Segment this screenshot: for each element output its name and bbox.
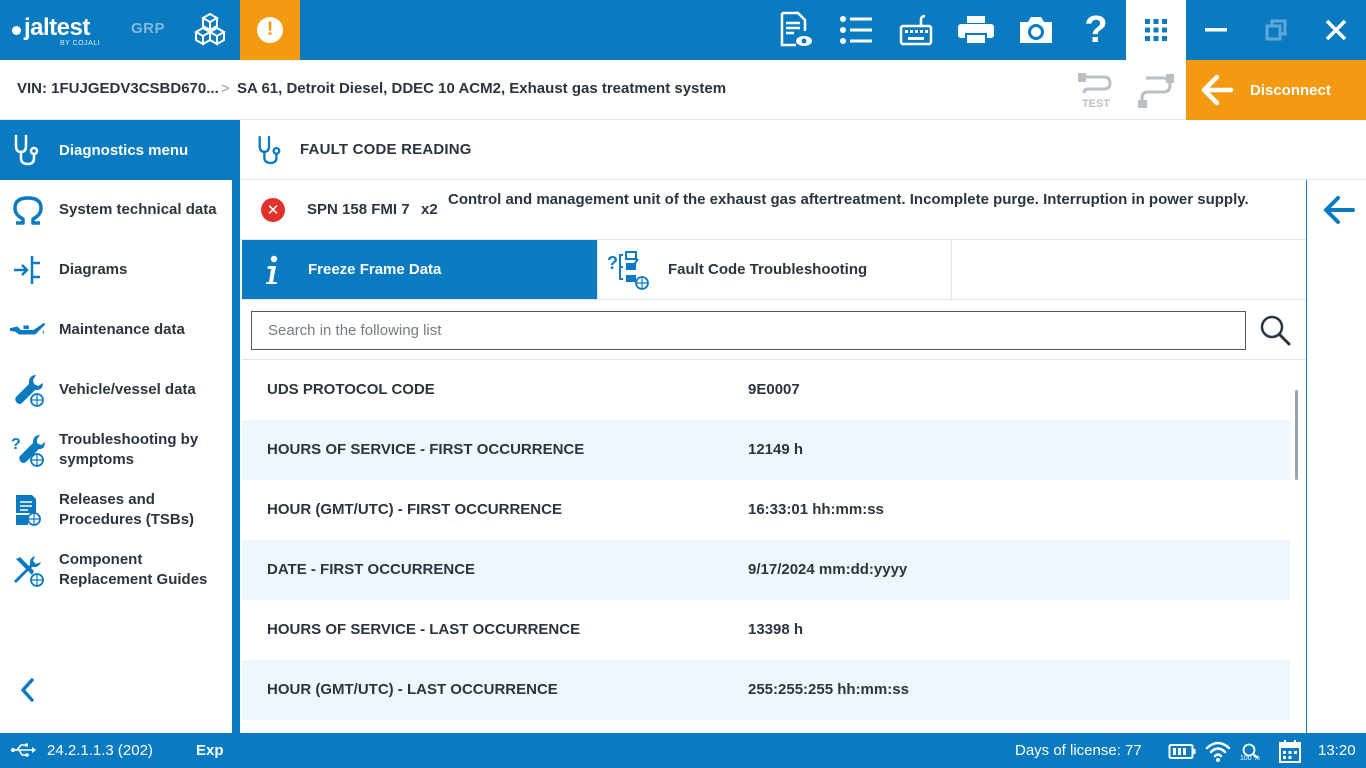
status-bar	[0, 733, 1366, 768]
tab-label: Freeze Frame Data	[308, 261, 442, 278]
sidebar-item-vehicle-vessel-data[interactable]	[0, 360, 232, 420]
test-label: TEST	[1081, 98, 1111, 110]
troubleshooting-tree-icon	[606, 249, 654, 291]
row-value: 9E0007	[748, 381, 800, 398]
breadcrumb-separator: >	[221, 80, 230, 97]
back-arrow-icon[interactable]	[1321, 194, 1355, 226]
zoom-label: 100 %	[1240, 755, 1260, 762]
help-icon[interactable]: ?	[1084, 8, 1108, 51]
sidebar-item-label: Troubleshooting by symptoms	[59, 431, 199, 468]
document-globe-icon	[10, 493, 46, 527]
row-key: HOURS OF SERVICE - LAST OCCURRENCE	[267, 621, 581, 638]
row-key: HOUR (GMT/UTC) - LAST OCCURRENCE	[267, 681, 558, 698]
warning-icon: !	[257, 17, 283, 43]
table-row[interactable]	[242, 480, 1290, 540]
table-row[interactable]	[242, 360, 1290, 420]
svg-text:?: ?	[607, 252, 618, 273]
search-input[interactable]	[251, 311, 1246, 350]
list-icon[interactable]	[836, 10, 876, 50]
jaltest-logo	[12, 10, 101, 50]
logo-dot	[12, 26, 21, 35]
battery-icon	[1168, 738, 1196, 764]
sidebar-item-label: Vehicle/vessel data	[59, 381, 196, 398]
disconnect-button[interactable]	[1186, 60, 1366, 120]
sidebar-item-releases-and-procedures[interactable]	[0, 480, 232, 540]
row-value: 16:33:01 hh:mm:ss	[748, 501, 884, 518]
fault-count: x2	[421, 201, 438, 218]
sidebar-item-label: Maintenance data	[59, 321, 185, 338]
top-toolbar	[0, 0, 1366, 60]
row-key: DATE - FIRST OCCURRENCE	[267, 561, 476, 578]
table-row[interactable]	[242, 660, 1290, 720]
license-days: Days of license: 77	[1015, 742, 1142, 759]
restore-button[interactable]	[1246, 0, 1306, 60]
search-icon[interactable]	[1258, 313, 1292, 347]
row-value: 9/17/2024 mm:dd:yyyy	[748, 561, 908, 578]
mode-label: Exp	[196, 742, 224, 759]
sidebar-item-maintenance-data[interactable]	[0, 300, 232, 360]
usb-icon	[10, 741, 36, 759]
table-row[interactable]	[242, 420, 1290, 480]
omega-icon	[10, 193, 46, 227]
section-header	[240, 120, 1366, 180]
tab-freeze-frame-data[interactable]	[242, 240, 597, 299]
list-scrollbar[interactable]	[1295, 390, 1298, 480]
logo-subtitle: BY COJALI	[60, 40, 101, 47]
clock: 13:20	[1318, 742, 1356, 759]
sidebar-item-label: Component Replacement Guides	[59, 551, 208, 588]
row-value: 12149 h	[748, 441, 804, 458]
vin-label[interactable]: VIN: 1FUJGEDV3CSBD670...	[17, 80, 219, 97]
diagram-icon	[10, 253, 46, 287]
sidebar-item-label: System technical data	[59, 201, 217, 218]
troubleshooting-icon	[10, 433, 46, 467]
minimize-button[interactable]	[1186, 0, 1246, 60]
cubes-icon[interactable]	[190, 11, 230, 51]
report-view-icon[interactable]	[776, 10, 816, 50]
right-rail	[1306, 180, 1366, 733]
row-value: 13398 h	[748, 621, 804, 638]
fault-code: SPN 158 FMI 7	[307, 201, 410, 218]
sidebar-header-label: Diagnostics menu	[59, 141, 189, 159]
sidebar-item-system-technical-data[interactable]	[0, 180, 232, 240]
chevron-left-icon[interactable]	[14, 675, 42, 705]
tab-label: Fault Code Troubleshooting	[668, 261, 868, 278]
breadcrumb-path[interactable]: SA 61, Detroit Diesel, DDEC 10 ACM2, Exhaust gas treatment system	[237, 80, 727, 97]
sidebar-item-troubleshooting-by-symptoms[interactable]	[0, 420, 232, 480]
keyboard-icon[interactable]	[896, 10, 936, 50]
fault-description: Control and management unit of the exhaust gas aftertreatment. Incomplete purge. Interruption in power supply.	[448, 191, 1249, 208]
minimize-icon	[1205, 28, 1227, 32]
oil-can-icon	[10, 313, 46, 347]
table-row[interactable]	[242, 600, 1290, 660]
row-key: HOURS OF SERVICE - FIRST OCCURRENCE	[267, 441, 585, 458]
sidebar-item-component-replacement-guides[interactable]	[0, 540, 232, 600]
close-icon	[1325, 19, 1347, 41]
wrench-globe-icon	[10, 373, 46, 407]
diagnostics-sidebar	[0, 120, 232, 733]
row-value: 255:255:255 hh:mm:ss	[748, 681, 909, 698]
sidebar-item-label: Diagrams	[59, 261, 128, 278]
arrow-left-icon	[1200, 73, 1234, 107]
freeze-frame-list	[242, 360, 1306, 733]
apps-grid-icon	[1145, 19, 1167, 41]
row-key: HOUR (GMT/UTC) - FIRST OCCURRENCE	[267, 501, 562, 518]
sidebar-item-diagrams[interactable]	[0, 240, 232, 300]
sidebar-item-label: Releases and Procedures (TSBs)	[59, 491, 195, 528]
table-row[interactable]	[242, 540, 1290, 600]
tab-fault-code-troubleshooting[interactable]	[597, 240, 952, 299]
fault-code-row	[240, 180, 1306, 240]
wifi-icon	[1205, 738, 1231, 764]
stethoscope-icon	[12, 134, 40, 166]
tools-globe-icon	[10, 553, 46, 587]
info-icon	[260, 254, 284, 286]
sidebar-divider	[232, 120, 240, 733]
grp-label: GRP	[131, 20, 166, 37]
printer-icon[interactable]	[956, 10, 996, 50]
camera-icon[interactable]	[1016, 10, 1056, 50]
error-icon: ✕	[261, 198, 285, 222]
logo-text: jaltest	[24, 14, 90, 41]
calendar-icon[interactable]	[1278, 738, 1302, 764]
version-label: 24.2.1.1.3 (202)	[47, 742, 153, 759]
search-bar	[242, 300, 1306, 360]
stethoscope-icon	[256, 135, 282, 165]
apps-grid-button[interactable]	[1126, 0, 1186, 60]
row-key: UDS PROTOCOL CODE	[267, 381, 435, 398]
breadcrumb-bar	[0, 60, 1366, 120]
warning-button[interactable]	[240, 0, 300, 60]
connector-cable-icon[interactable]	[1136, 70, 1176, 110]
sidebar-item-diagnostics-menu[interactable]	[0, 120, 232, 180]
svg-text:?: ?	[11, 436, 21, 453]
fault-tabs	[242, 240, 1306, 300]
page-title: FAULT CODE READING	[300, 141, 472, 158]
test-cable-icon[interactable]	[1076, 70, 1116, 110]
disconnect-label: Disconnect	[1250, 81, 1331, 99]
restore-icon	[1265, 19, 1287, 41]
close-button[interactable]	[1306, 0, 1366, 60]
